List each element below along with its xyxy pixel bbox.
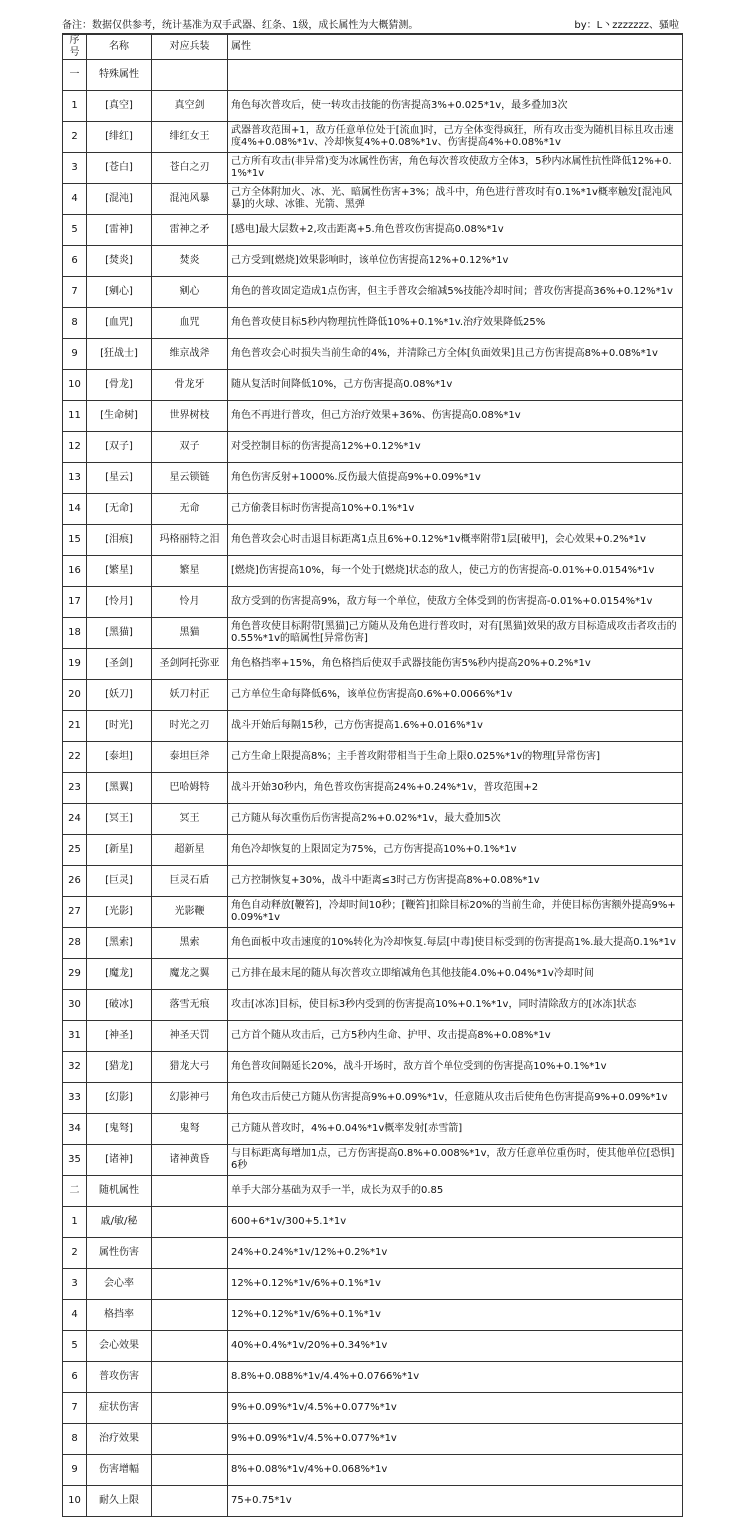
row-name: [幻影] <box>87 1083 152 1114</box>
table-row <box>63 835 683 866</box>
row-attribute: 12%+0.12%*1v/6%+0.1%*1v <box>228 1269 683 1300</box>
row-attribute: 己方首个随从攻击后，己方5秒内生命、护甲、攻击提高8%+0.08%*1v <box>228 1021 683 1052</box>
table-row <box>63 1052 683 1083</box>
row-index: 11 <box>63 401 87 432</box>
row-index: 4 <box>63 184 87 215</box>
row-attribute: 己方所有攻击(非异常)变为冰属性伤害，角色每次普攻使敌方全体3，5秒内冰属性抗性降低12%+0.1%*1v <box>228 153 683 184</box>
row-name: 伤害增幅 <box>87 1455 152 1486</box>
table-row <box>63 494 683 525</box>
row-attribute: 9%+0.09%*1v/4.5%+0.077%*1v <box>228 1393 683 1424</box>
row-attribute: 单手大部分基础为双手一半，成长为双手的0.85 <box>228 1176 683 1207</box>
attribute-spreadsheet <box>62 18 683 1517</box>
table-row <box>63 1486 683 1517</box>
row-weapon <box>152 1362 228 1393</box>
row-attribute: 己方偷袭目标时伤害提高10%+0.1%*1v <box>228 494 683 525</box>
row-attribute: 角色不再进行普攻，但己方治疗效果+36%、伤害提高0.08%*1v <box>228 401 683 432</box>
table-row <box>63 742 683 773</box>
row-index: 32 <box>63 1052 87 1083</box>
row-name: 属性伤害 <box>87 1238 152 1269</box>
row-attribute: 角色格挡率+15%，角色格挡后使双手武器技能伤害5%秒内提高20%+0.2%*1v <box>228 649 683 680</box>
row-index: 20 <box>63 680 87 711</box>
row-attribute: 角色面板中攻击速度的10%转化为冷却恢复.每层[中毒]使目标受到的伤害提高1%.最大提高0.1%*1v <box>228 928 683 959</box>
table-row <box>63 773 683 804</box>
row-name: [骨龙] <box>87 370 152 401</box>
table-row <box>63 463 683 494</box>
row-name: [猎龙] <box>87 1052 152 1083</box>
note-row <box>62 18 683 34</box>
row-weapon: 血咒 <box>152 308 228 339</box>
note-text: 备注：数据仅供参考，统计基准为双手武器、红条、1级，成长属性为大概猜测。 <box>62 20 419 31</box>
row-index: 9 <box>63 339 87 370</box>
row-index: 29 <box>63 959 87 990</box>
row-name: [时光] <box>87 711 152 742</box>
row-name: [绯红] <box>87 122 152 153</box>
row-weapon: 冥王 <box>152 804 228 835</box>
row-index: 13 <box>63 463 87 494</box>
row-name: [冥王] <box>87 804 152 835</box>
row-attribute: 75+0.75*1v <box>228 1486 683 1517</box>
row-weapon <box>152 1393 228 1424</box>
row-weapon <box>152 60 228 91</box>
table-row <box>63 215 683 246</box>
row-name: [泰坦] <box>87 742 152 773</box>
table-row <box>63 1021 683 1052</box>
row-attribute: 8.8%+0.088%*1v/4.4%+0.0766%*1v <box>228 1362 683 1393</box>
row-index: 2 <box>63 1238 87 1269</box>
row-index: 31 <box>63 1021 87 1052</box>
row-attribute: [燃烧]伤害提高10%，每一个处于[燃烧]状态的敌人，使己方的伤害提高-0.01%+0.0154%*1v <box>228 556 683 587</box>
row-attribute: 角色普攻使目标5秒内物理抗性降低10%+0.1%*1v.治疗效果降低25% <box>228 308 683 339</box>
row-attribute: 己方控制恢复+30%，战斗中距离≤3时己方伤害提高8%+0.08%*1v <box>228 866 683 897</box>
row-index: 1 <box>63 1207 87 1238</box>
row-weapon: 真空剑 <box>152 91 228 122</box>
row-index: 7 <box>63 277 87 308</box>
row-name: [魔龙] <box>87 959 152 990</box>
row-attribute: 随从复活时间降低10%，己方伤害提高0.08%*1v <box>228 370 683 401</box>
row-index: 23 <box>63 773 87 804</box>
row-attribute: 己方单位生命每降低6%，该单位伤害提高0.6%+0.0066%*1v <box>228 680 683 711</box>
row-name: [圣剑] <box>87 649 152 680</box>
row-index: 26 <box>63 866 87 897</box>
row-name: [星云] <box>87 463 152 494</box>
row-attribute: 武器普攻范围+1，敌方任意单位处于[流血]时，己方全体变得疯狂，所有攻击变为随机目标且攻击速度4%+0.08%*1v、冷却恢复4%+0.08%*1v、伤害提高4%+0.08%*1v <box>228 122 683 153</box>
row-weapon: 无命 <box>152 494 228 525</box>
row-attribute: 己方随从普攻时，4%+0.04%*1v概率发射[赤雪箭] <box>228 1114 683 1145</box>
row-name: [焚炎] <box>87 246 152 277</box>
row-weapon <box>152 1455 228 1486</box>
row-attribute: 12%+0.12%*1v/6%+0.1%*1v <box>228 1300 683 1331</box>
row-weapon: 猎龙大弓 <box>152 1052 228 1083</box>
row-index: 一 <box>63 60 87 91</box>
table-row <box>63 804 683 835</box>
row-name: 随机属性 <box>87 1176 152 1207</box>
row-weapon: 幻影神弓 <box>152 1083 228 1114</box>
table-row <box>63 432 683 463</box>
row-weapon: 玛格丽特之泪 <box>152 525 228 556</box>
row-attribute: 角色普攻间隔延长20%，战斗开场时，敌方首个单位受到的伤害提高10%+0.1%*1v <box>228 1052 683 1083</box>
row-index: 16 <box>63 556 87 587</box>
row-weapon: 剜心 <box>152 277 228 308</box>
row-weapon: 鬼弩 <box>152 1114 228 1145</box>
row-index: 2 <box>63 122 87 153</box>
table-row <box>63 990 683 1021</box>
table-row <box>63 1393 683 1424</box>
row-attribute: 己方全体附加火、冰、光、暗属性伤害+3%；战斗中，角色进行普攻时有0.1%*1v概率触发[混沌风暴]的火球、冰锥、光箭、黑弹 <box>228 184 683 215</box>
table-row <box>63 1455 683 1486</box>
row-attribute: 与目标距离每增加1点，己方伤害提高0.8%+0.008%*1v，敌方任意单位重伤时，使其他单位[恐惧]6秒 <box>228 1145 683 1176</box>
table-row <box>63 1424 683 1455</box>
table-row <box>63 401 683 432</box>
table-row <box>63 277 683 308</box>
table-row <box>63 928 683 959</box>
row-index: 18 <box>63 618 87 649</box>
row-name: [怜月] <box>87 587 152 618</box>
table-row <box>63 308 683 339</box>
row-attribute: 600+6*1v/300+5.1*1v <box>228 1207 683 1238</box>
table-row <box>63 1362 683 1393</box>
row-index: 10 <box>63 370 87 401</box>
row-name: [神圣] <box>87 1021 152 1052</box>
row-weapon <box>152 1176 228 1207</box>
table-row <box>63 122 683 153</box>
row-index: 30 <box>63 990 87 1021</box>
row-attribute: [感电]最大层数+2,攻击距离+5.角色普攻伤害提高0.08%*1v <box>228 215 683 246</box>
header-index: 序号 <box>63 35 87 60</box>
row-name: [新星] <box>87 835 152 866</box>
row-attribute: 8%+0.08%*1v/4%+0.068%*1v <box>228 1455 683 1486</box>
row-attribute: 40%+0.4%*1v/20%+0.34%*1v <box>228 1331 683 1362</box>
table-row <box>63 60 683 91</box>
row-index: 22 <box>63 742 87 773</box>
table-row <box>63 1145 683 1176</box>
row-weapon <box>152 1300 228 1331</box>
table-body <box>63 60 683 1517</box>
table-row <box>63 1207 683 1238</box>
row-weapon: 绯红女王 <box>152 122 228 153</box>
row-attribute: 角色伤害反射+1000%.反伤最大值提高9%+0.09%*1v <box>228 463 683 494</box>
row-name: 格挡率 <box>87 1300 152 1331</box>
table-row <box>63 525 683 556</box>
row-name: [剜心] <box>87 277 152 308</box>
table-row <box>63 680 683 711</box>
row-name: [生命树] <box>87 401 152 432</box>
row-index: 5 <box>63 215 87 246</box>
row-attribute: 角色普攻使目标附带[黑猫]己方随从及角色进行普攻时，对有[黑猫]效果的敌方目标造成攻击者攻击的0.55%*1v的暗属性[异常伤害] <box>228 618 683 649</box>
row-index: 8 <box>63 308 87 339</box>
row-index: 6 <box>63 1362 87 1393</box>
row-index: 4 <box>63 1300 87 1331</box>
row-attribute: 己方随从每次重伤后伤害提高2%+0.02%*1v，最大叠加5次 <box>228 804 683 835</box>
table-row <box>63 1269 683 1300</box>
row-index: 7 <box>63 1393 87 1424</box>
table-row <box>63 1331 683 1362</box>
row-name: [繁星] <box>87 556 152 587</box>
table-row <box>63 897 683 928</box>
row-weapon: 黑索 <box>152 928 228 959</box>
row-weapon <box>152 1424 228 1455</box>
row-attribute: 9%+0.09%*1v/4.5%+0.077%*1v <box>228 1424 683 1455</box>
header-weapon: 对应兵装 <box>152 35 228 60</box>
row-name: [光影] <box>87 897 152 928</box>
row-weapon: 骨龙牙 <box>152 370 228 401</box>
row-attribute: 战斗开始30秒内，角色普攻伤害提高24%+0.24%*1v，普攻范围+2 <box>228 773 683 804</box>
table-row <box>63 587 683 618</box>
row-name: [诸神] <box>87 1145 152 1176</box>
row-weapon: 黑猫 <box>152 618 228 649</box>
row-weapon <box>152 1331 228 1362</box>
row-weapon: 巴哈姆特 <box>152 773 228 804</box>
table-row <box>63 618 683 649</box>
row-name: [血咒] <box>87 308 152 339</box>
row-index: 27 <box>63 897 87 928</box>
row-index: 15 <box>63 525 87 556</box>
row-name: 会心效果 <box>87 1331 152 1362</box>
header-name: 名称 <box>87 35 152 60</box>
row-weapon: 妖刀村正 <box>152 680 228 711</box>
table-row <box>63 959 683 990</box>
row-attribute: 角色攻击后使己方随从伤害提高9%+0.09%*1v，任意随从攻击后使角色伤害提高9%+0.09%*1v <box>228 1083 683 1114</box>
row-name: [鬼弩] <box>87 1114 152 1145</box>
row-weapon <box>152 1207 228 1238</box>
table-row <box>63 1176 683 1207</box>
row-attribute: 角色的普攻固定造成1点伤害，但主手普攻会缩减5%技能冷却时间；普攻伤害提高36%+0.12%*1v <box>228 277 683 308</box>
table-row <box>63 246 683 277</box>
row-attribute: 战斗开始后每隔15秒，己方伤害提高1.6%+0.016%*1v <box>228 711 683 742</box>
row-weapon: 星云锁链 <box>152 463 228 494</box>
row-attribute: 敌方受到的伤害提高9%，敌方每一个单位，使敌方全体受到的伤害提高-0.01%+0.0154%*1v <box>228 587 683 618</box>
row-name: [妖刀] <box>87 680 152 711</box>
table-row <box>63 91 683 122</box>
table-row <box>63 1300 683 1331</box>
row-name: [泪痕] <box>87 525 152 556</box>
row-name: [无命] <box>87 494 152 525</box>
row-name: [黑猫] <box>87 618 152 649</box>
table-row <box>63 649 683 680</box>
table-row <box>63 711 683 742</box>
row-index: 25 <box>63 835 87 866</box>
row-name: [雷神] <box>87 215 152 246</box>
row-index: 35 <box>63 1145 87 1176</box>
row-attribute: 角色普攻会心时击退目标距离1点且6%+0.12%*1v概率附带1层[破甲]，会心效果+0.2%*1v <box>228 525 683 556</box>
row-index: 14 <box>63 494 87 525</box>
row-weapon: 混沌风暴 <box>152 184 228 215</box>
row-name: 普攻伤害 <box>87 1362 152 1393</box>
attribute-table <box>62 34 683 1517</box>
row-index: 33 <box>63 1083 87 1114</box>
row-attribute: 24%+0.24%*1v/12%+0.2%*1v <box>228 1238 683 1269</box>
row-name: [苍白] <box>87 153 152 184</box>
row-index: 3 <box>63 153 87 184</box>
row-name: [狂战士] <box>87 339 152 370</box>
row-attribute <box>228 60 683 91</box>
row-index: 6 <box>63 246 87 277</box>
row-weapon: 繁星 <box>152 556 228 587</box>
row-weapon <box>152 1238 228 1269</box>
table-row <box>63 556 683 587</box>
row-index: 24 <box>63 804 87 835</box>
author-credit: by：L丶zzzzzzz、骚啦 <box>574 20 679 31</box>
row-index: 12 <box>63 432 87 463</box>
row-weapon: 双子 <box>152 432 228 463</box>
row-index: 21 <box>63 711 87 742</box>
row-attribute: 角色冷却恢复的上限固定为75%，己方伤害提高10%+0.1%*1v <box>228 835 683 866</box>
row-index: 1 <box>63 91 87 122</box>
row-name: 治疗效果 <box>87 1424 152 1455</box>
row-index: 28 <box>63 928 87 959</box>
row-name: 耐久上限 <box>87 1486 152 1517</box>
row-index: 8 <box>63 1424 87 1455</box>
row-name: [真空] <box>87 91 152 122</box>
table-row <box>63 153 683 184</box>
row-weapon: 焚炎 <box>152 246 228 277</box>
row-index: 17 <box>63 587 87 618</box>
row-attribute: 角色自动释放[鞭笞]，冷却时间10秒；[鞭笞]扣除目标20%的当前生命，并使目标伤害额外提高9%+0.09%*1v <box>228 897 683 928</box>
row-name: [黑翼] <box>87 773 152 804</box>
row-weapon: 落雪无痕 <box>152 990 228 1021</box>
table-row <box>63 1114 683 1145</box>
row-name: [黑索] <box>87 928 152 959</box>
table-row <box>63 184 683 215</box>
table-row <box>63 370 683 401</box>
row-weapon: 时光之刃 <box>152 711 228 742</box>
row-weapon: 圣剑阿托弥亚 <box>152 649 228 680</box>
row-weapon <box>152 1269 228 1300</box>
row-weapon: 神圣天罚 <box>152 1021 228 1052</box>
row-attribute: 己方排在最末尾的随从每次普攻立即缩减角色其他技能4.0%+0.04%*1v冷却时间 <box>228 959 683 990</box>
table-row <box>63 1083 683 1114</box>
row-name: [破冰] <box>87 990 152 1021</box>
row-name: [双子] <box>87 432 152 463</box>
row-weapon: 世界树枝 <box>152 401 228 432</box>
row-weapon: 维京战斧 <box>152 339 228 370</box>
row-name: 症状伤害 <box>87 1393 152 1424</box>
header-attribute: 属性 <box>228 35 683 60</box>
row-weapon: 诸神黄昏 <box>152 1145 228 1176</box>
row-attribute: 攻击[冰冻]目标，使目标3秒内受到的伤害提高10%+0.1%*1v，同时清除敌方的[冰冻]状态 <box>228 990 683 1021</box>
row-index: 19 <box>63 649 87 680</box>
row-index: 9 <box>63 1455 87 1486</box>
table-row <box>63 866 683 897</box>
row-name: [巨灵] <box>87 866 152 897</box>
row-index: 10 <box>63 1486 87 1517</box>
row-name: 会心率 <box>87 1269 152 1300</box>
row-name: [混沌] <box>87 184 152 215</box>
row-weapon: 巨灵石盾 <box>152 866 228 897</box>
table-row <box>63 339 683 370</box>
row-weapon: 光影鞭 <box>152 897 228 928</box>
row-attribute: 角色每次普攻后，使一转攻击技能的伤害提高3%+0.025*1v，最多叠加3次 <box>228 91 683 122</box>
row-weapon: 苍白之刃 <box>152 153 228 184</box>
header-row <box>63 35 683 60</box>
row-attribute: 己方受到[燃烧]效果影响时，该单位伤害提高12%+0.12%*1v <box>228 246 683 277</box>
row-weapon: 超新星 <box>152 835 228 866</box>
row-weapon: 雷神之矛 <box>152 215 228 246</box>
row-name: 特殊属性 <box>87 60 152 91</box>
row-attribute: 己方生命上限提高8%；主手普攻附带相当于生命上限0.025%*1v的物理[异常伤害] <box>228 742 683 773</box>
row-index: 5 <box>63 1331 87 1362</box>
row-index: 3 <box>63 1269 87 1300</box>
row-attribute: 角色普攻会心时损失当前生命的4%，并清除己方全体[负面效果]且己方伤害提高8%+0.08%*1v <box>228 339 683 370</box>
row-weapon: 泰坦巨斧 <box>152 742 228 773</box>
table-row <box>63 1238 683 1269</box>
row-weapon <box>152 1486 228 1517</box>
row-name: 戚/敏/秘 <box>87 1207 152 1238</box>
row-index: 二 <box>63 1176 87 1207</box>
row-weapon: 怜月 <box>152 587 228 618</box>
row-attribute: 对受控制目标的伤害提高12%+0.12%*1v <box>228 432 683 463</box>
row-weapon: 魔龙之翼 <box>152 959 228 990</box>
row-index: 34 <box>63 1114 87 1145</box>
